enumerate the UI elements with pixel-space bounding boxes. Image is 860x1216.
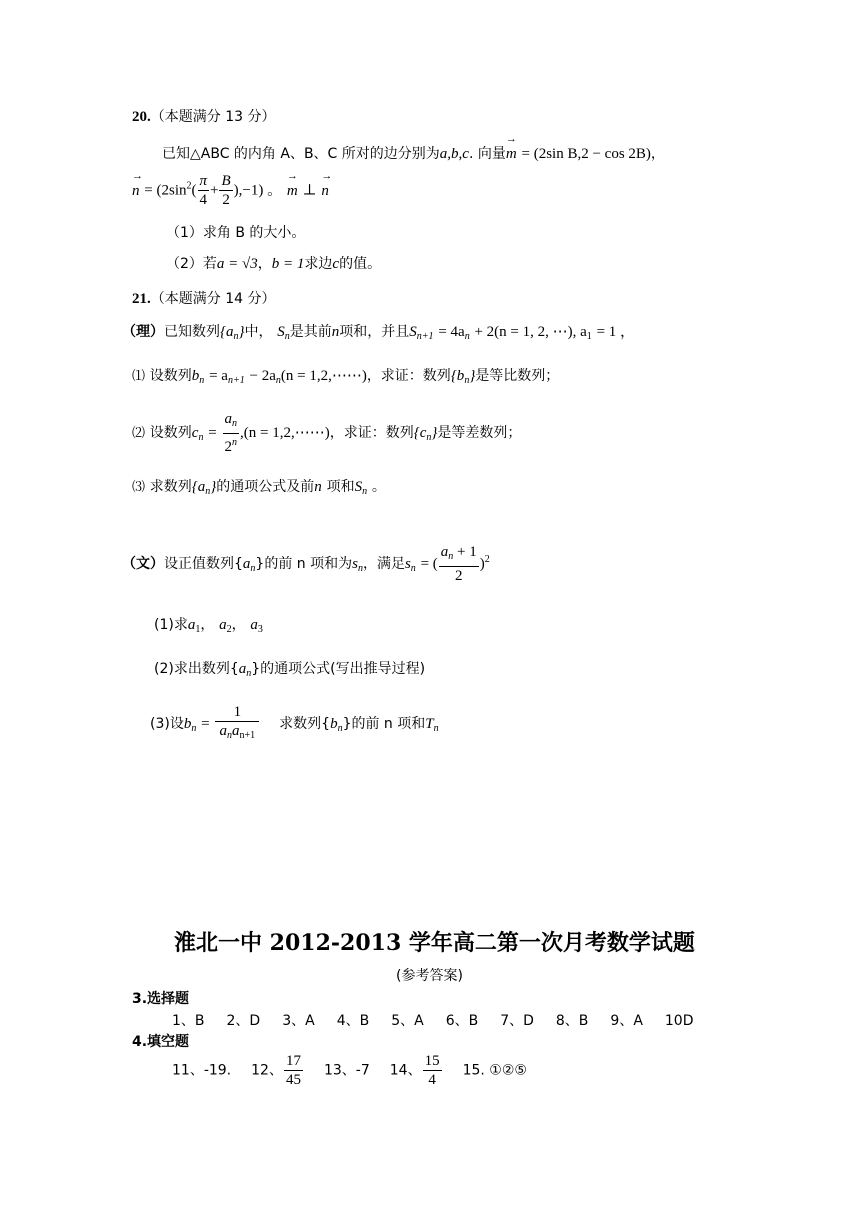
li-f: + 2(n = 1, 2, ⋯), a [474, 324, 587, 340]
plus-sign: + [210, 182, 219, 199]
p1-b: = a [209, 368, 228, 384]
fill-answers [172, 1052, 527, 1089]
fraction-pi-4: $\frac{\pi}{4}$ [199, 173, 208, 208]
perp-sign: ⊥ [302, 182, 317, 199]
q20-number: 20. [132, 109, 151, 125]
fill-item-13: 13、-7 [323, 1062, 370, 1079]
p1-d: (n = 1,2,⋯⋯) [280, 368, 367, 384]
q20-line2: → $n = (2\sin^2$( $\frac{\pi}{4}$ + $\frac{B}{2}$ ),−1) 。 → m ⊥ → n [132, 172, 329, 209]
li-g: = 1 ， [596, 324, 636, 340]
q20-part2-a: （2）若 [166, 256, 217, 272]
li-a: 已知数列 [164, 324, 220, 340]
q20-comma: ， [650, 146, 665, 162]
q20-part2-g: 的值。 [339, 256, 382, 272]
fraction-17-45: $\frac{17}{45}$ [285, 1053, 301, 1088]
section-choice-heading: 3.选择题 [132, 991, 190, 1007]
p3-d: 。 [371, 479, 386, 495]
fraction-an-plus-1-over-2: $\frac{a_n + 1}{2}$ [440, 544, 477, 584]
q20-part2-f: c [332, 256, 340, 272]
q20-part2-c: ， [257, 256, 272, 272]
p1-num: ⑴ [132, 368, 146, 383]
li-c: 是其前 [289, 324, 332, 340]
wp3-b: 求数列{ [279, 716, 331, 732]
li-b: 中， [244, 324, 273, 340]
q21-li-part1: ⑴ 设数列$b_n = a_{n+1} - 2a_n(n$ = 1,2,⋯⋯)，求证：数列$\{b_n\}$是等比数列； [132, 368, 560, 386]
p1-f: 是等比数列； [475, 368, 560, 384]
wen-b: }的前 n 项和为 [255, 556, 353, 572]
q20-part2-d: b = 1 [271, 256, 305, 272]
q21-li-intro: （理）已知数列$\{a_n\}$中， $S_n$是其前n项和，并且$S_{n+1} = 4a_n + 2(n = 1$, 2, ⋯), $a_1 = 1$ ， [122, 324, 636, 342]
wen-c: ，满足 [362, 556, 405, 572]
wp1: (1)求 [154, 617, 188, 633]
p1-a: 设数列 [149, 368, 192, 384]
fill-item-15: 15. ①②⑤ [462, 1062, 527, 1079]
choice-item: 2、D [226, 1013, 261, 1029]
section-fill-heading: 4.填空题 [132, 1034, 190, 1050]
fraction-15-4: $\frac{15}{4}$ [424, 1053, 440, 1088]
q20-score-note: （本题满分 13 分） [150, 109, 276, 125]
vector-n: → n [132, 183, 140, 200]
choice-item: 3、A [282, 1013, 315, 1029]
p1-e: ，求证：数列 [366, 368, 451, 384]
q20-text-2: . 向量 [468, 146, 506, 162]
q20-m-expr: = (2sin B,2 − cos 2B) [521, 146, 651, 162]
q20-part2-e: 求边 [304, 256, 333, 272]
p2-d: ,(n = 1,2,⋯⋯) [240, 425, 330, 441]
wen-end: ) [479, 556, 485, 572]
fraction-an-2n: $\frac{a_n}{2^n}$ [224, 411, 237, 455]
p2-f: 是等差数列； [437, 425, 522, 441]
li-tag: （理） [122, 324, 164, 340]
q20-vars: a,b,c [439, 146, 469, 162]
choice-item: 5、A [391, 1013, 424, 1029]
q21-wen-part2: (2)求出数列$\{a_n\}$的通项公式(写出推导过程) [154, 661, 426, 679]
vector-m-2: → m [287, 183, 298, 200]
choice-item: 6、B [445, 1013, 479, 1029]
choice-item: 1、B [172, 1013, 205, 1029]
choice-item: 10D [664, 1013, 694, 1029]
choice-item: 7、D [500, 1013, 534, 1029]
q20-heading [132, 106, 275, 126]
choice-answers [172, 1010, 694, 1030]
p3-a: 求数列 [149, 479, 192, 495]
wp3-a: (3)设 [150, 716, 184, 732]
fill-item-12: 12、 [251, 1062, 283, 1079]
choice-item: 8、B [555, 1013, 589, 1029]
answer-subtitle: (参考答案) [396, 968, 463, 984]
li-d: 项和，并且 [339, 324, 410, 340]
wen-a: 设正值数列{ [164, 556, 243, 572]
q21-wen-intro: （文）设正值数列$\{a_n\}$的前 n 项和为$s_n$，满足$s_n$ = ( $\frac{a_n + 1}{2}$ )$^2$ [122, 544, 490, 584]
q21-number: 21. [132, 291, 151, 307]
wen-tag: （文） [122, 556, 164, 572]
p2-e: ，求证：数列 [329, 425, 414, 441]
p1-c: − 2a [249, 368, 276, 384]
fraction-b-2: $\frac{B}{2}$ [221, 173, 231, 208]
wen-eq: = ( [420, 556, 438, 572]
p2-num: ⑵ [132, 425, 146, 440]
fraction-1-over-an-an1: $\frac{1}{a_na_{n+1}}$ [215, 703, 259, 745]
li-e: = 4a [438, 324, 465, 340]
answer-title: 淮北一中 2012-2013 学年高二第一次月考数学试题 [174, 930, 695, 956]
fill-item-11: 11、-19. [172, 1062, 232, 1079]
q20-part2-b: a = √3 [216, 256, 258, 272]
p3-num: ⑶ [132, 479, 146, 494]
wp3-c: }的前 n 项和 [342, 716, 426, 732]
q21-heading [132, 288, 275, 308]
q20-part1: （1）求角 B 的大小。 [166, 225, 306, 241]
vector-m: → m [506, 146, 517, 163]
choice-item: 9、A [610, 1013, 643, 1029]
fill-item-14: 14、 [389, 1062, 422, 1079]
wp2-a: (2)求出数列{ [154, 661, 239, 677]
q21-wen-part1: (1)求$a_1$， $a_2$， $a_3$ [154, 617, 263, 635]
q21-wen-part3: (3)设$b_n$ = $\frac{1}{a_na_{n+1}}$ 求数列$\{b_n\}$的前 n 项和$T_n$ [150, 703, 439, 745]
q21-score-note: （本题满分 14 分） [150, 291, 276, 307]
q21-li-part3: ⑶ 求数列$\{a_n\}$的通项公式及前n 项和$S_n$ 。 [132, 479, 386, 497]
q20-n-expr-c: ),−1) 。 [233, 182, 283, 199]
q20-n-expr-b: ( [191, 182, 197, 199]
q20-line1 [162, 143, 665, 163]
q20-part2 [166, 253, 381, 273]
p3-b: 的通项公式及前 [216, 479, 315, 495]
p2-a: 设数列 [149, 425, 192, 441]
wp2-b: }的通项公式(写出推导过程) [251, 661, 426, 677]
q20-text-1: 已知△ABC 的内角 A、B、C 所对的边分别为 [162, 146, 440, 162]
q21-li-part2: ⑵ 设数列$c_n$ = $\frac{a_n}{2^n}$ ,(n = 1,2,⋯⋯)，求证：数列$\{c_n\}$是等差数列； [132, 411, 522, 455]
p2-eq: = [208, 425, 217, 441]
vector-n-2: → n [321, 183, 329, 200]
q20-n-expr-a: = (2sin [144, 182, 187, 199]
wp3-eq: = [201, 716, 210, 732]
p3-c: 项和 [326, 479, 355, 495]
choice-item: 4、B [336, 1013, 370, 1029]
